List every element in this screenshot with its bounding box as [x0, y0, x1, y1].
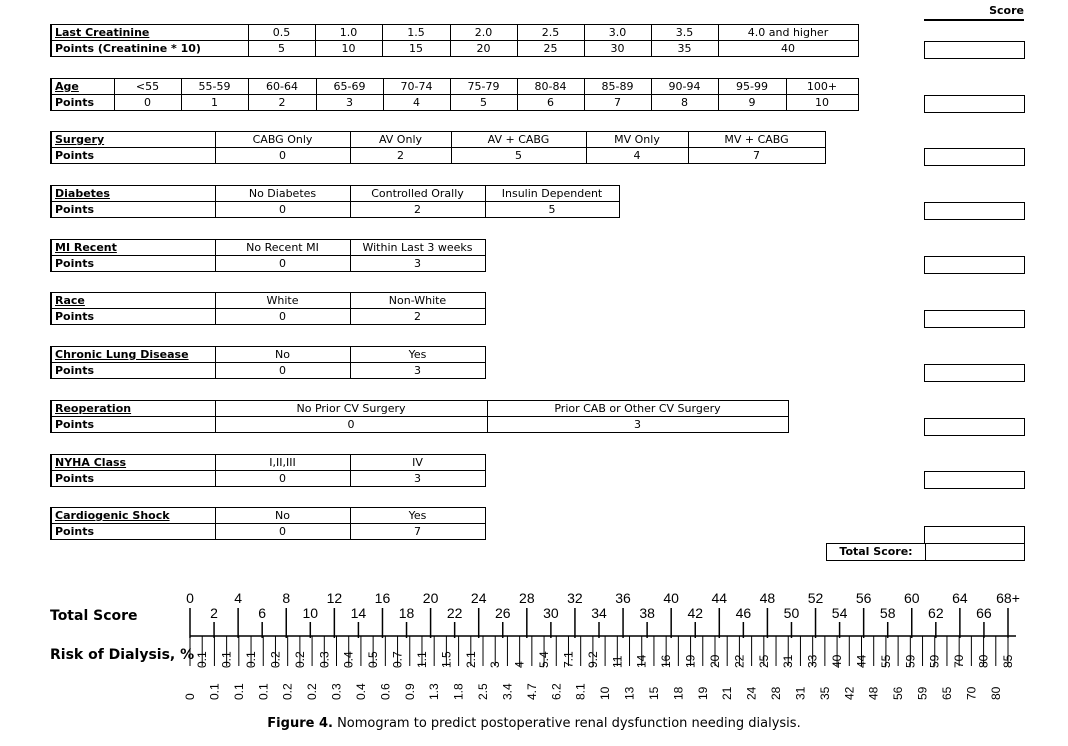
- reoperation-option[interactable]: Prior CAB or Other CV Surgery: [487, 401, 788, 417]
- age-option[interactable]: 75-79: [450, 79, 517, 95]
- creatinine-option[interactable]: 0.5: [248, 25, 315, 41]
- risk-value-label: 40: [830, 654, 845, 668]
- creatinine-option[interactable]: 1.5: [382, 25, 450, 41]
- age-option[interactable]: 65-69: [316, 79, 383, 95]
- risk-value-label: 48: [866, 686, 881, 700]
- age-option[interactable]: 55-59: [181, 79, 248, 95]
- mi-score-box[interactable]: [924, 256, 1025, 274]
- creatinine-option[interactable]: 3.5: [651, 25, 718, 41]
- creatinine-option[interactable]: 4.0 and higher: [718, 25, 858, 41]
- risk-value-label: 0: [183, 693, 197, 700]
- risk-value-label: 70: [964, 686, 979, 700]
- risk-value-label: 55: [878, 654, 893, 668]
- risk-value-label: 5.4: [537, 651, 552, 668]
- shock-table: [50, 507, 486, 540]
- race-label: Race: [51, 293, 215, 309]
- score-tick-label: 2: [210, 605, 218, 621]
- reoperation-score-box[interactable]: [924, 418, 1025, 436]
- lung-points: 3: [350, 363, 485, 379]
- reoperation-option[interactable]: No Prior CV Surgery: [215, 401, 487, 417]
- shock-option[interactable]: No: [215, 508, 350, 524]
- surgery-option[interactable]: MV Only: [586, 132, 688, 148]
- lung-label: Chronic Lung Disease: [51, 347, 215, 363]
- surgery-points-label: Points: [51, 148, 215, 164]
- score-tick-label: 54: [831, 605, 848, 621]
- risk-value-label: 59: [915, 686, 930, 700]
- risk-value-label: 0.4: [341, 651, 356, 668]
- diabetes-label: Diabetes: [51, 186, 215, 202]
- score-tick-label: 26: [494, 605, 511, 621]
- mi-option[interactable]: No Recent MI: [215, 240, 350, 256]
- nyha-points: 3: [350, 471, 485, 487]
- risk-value-label: 0.3: [329, 683, 344, 700]
- surgery-points: 0: [215, 148, 350, 164]
- risk-value-label: 2.5: [476, 683, 491, 700]
- score-tick-label: 28: [519, 590, 535, 606]
- mi-points: 3: [350, 256, 485, 272]
- risk-value-label: 56: [891, 686, 906, 700]
- risk-value-label: 1.1: [414, 651, 429, 668]
- nomogram-risk-label: Risk of Dialysis, %: [50, 647, 195, 663]
- risk-value-label: 1.8: [451, 683, 466, 700]
- mi-label: MI Recent: [51, 240, 215, 256]
- risk-value-label: 35: [817, 686, 832, 700]
- risk-value-label: 0.1: [207, 683, 222, 700]
- risk-value-label: 0.2: [292, 651, 307, 668]
- age-points: 9: [718, 95, 786, 111]
- risk-value-label: 15: [646, 686, 661, 700]
- age-score-box[interactable]: [924, 95, 1025, 113]
- reoperation-table: [50, 400, 789, 433]
- score-header: Score: [924, 4, 1024, 21]
- age-points: 5: [450, 95, 517, 111]
- score-tick-label: 18: [398, 605, 415, 621]
- age-option[interactable]: 95-99: [718, 79, 786, 95]
- surgery-option[interactable]: AV + CABG: [451, 132, 586, 148]
- risk-value-label: 44: [854, 654, 869, 668]
- surgery-option[interactable]: AV Only: [350, 132, 451, 148]
- diabetes-table: [50, 185, 620, 218]
- figure-caption: [0, 716, 1068, 731]
- surgery-points: 4: [586, 148, 688, 164]
- risk-value-label: 20: [707, 654, 722, 668]
- race-table: [50, 292, 486, 325]
- age-option[interactable]: 70-74: [383, 79, 450, 95]
- risk-value-label: 25: [756, 654, 771, 668]
- caption-label: Figure 4.: [267, 716, 333, 731]
- risk-value-label: 10: [598, 686, 613, 700]
- risk-value-label: 0.5: [366, 651, 381, 668]
- risk-value-label: 85: [1001, 654, 1015, 668]
- race-score-box[interactable]: [924, 310, 1025, 328]
- score-tick-label: 52: [807, 590, 824, 606]
- shock-label: Cardiogenic Shock: [51, 508, 215, 524]
- age-option[interactable]: 100+: [786, 79, 858, 95]
- score-tick-label: 10: [302, 605, 319, 621]
- score-tick-label: 68+: [996, 590, 1020, 606]
- creatinine-points: 5: [248, 41, 315, 57]
- score-tick-label: 66: [976, 605, 992, 621]
- mi-points: 0: [215, 256, 350, 272]
- lung-option[interactable]: No: [215, 347, 350, 363]
- creatinine-points: 40: [718, 41, 858, 57]
- risk-value-label: 0.6: [378, 683, 393, 700]
- risk-value-label: 13: [622, 686, 637, 700]
- reoperation-label: Reoperation: [51, 401, 215, 417]
- risk-value-label: 8.1: [573, 683, 588, 700]
- age-points: 1: [181, 95, 248, 111]
- score-tick-label: 22: [446, 605, 463, 621]
- shock-points: 7: [350, 524, 485, 540]
- creatinine-points-label: Points (Creatinine * 10): [51, 41, 248, 57]
- surgery-points: 5: [451, 148, 586, 164]
- risk-value-label: 33: [805, 654, 820, 668]
- score-tick-label: 12: [326, 590, 343, 606]
- creatinine-option[interactable]: 3.0: [584, 25, 651, 41]
- score-tick-label: 4: [234, 590, 243, 606]
- risk-value-label: 16: [659, 654, 674, 668]
- surgery-table: [50, 131, 826, 164]
- score-tick-label: 40: [663, 590, 679, 606]
- lung-points-label: Points: [51, 363, 215, 379]
- score-tick-label: 0: [186, 590, 194, 606]
- age-points: 10: [786, 95, 858, 111]
- risk-value-label: 59: [903, 654, 918, 668]
- age-points: 8: [651, 95, 718, 111]
- risk-value-label: 0.1: [256, 683, 271, 700]
- nyha-label: NYHA Class: [51, 455, 215, 471]
- total-score-box[interactable]: [826, 543, 1025, 561]
- shock-points-label: Points: [51, 524, 215, 540]
- shock-points: 0: [215, 524, 350, 540]
- surgery-score-box[interactable]: [924, 148, 1025, 166]
- race-option[interactable]: Non-White: [350, 293, 485, 309]
- lung-table: [50, 346, 486, 379]
- score-tick-label: 6: [258, 605, 267, 621]
- mi-table: [50, 239, 486, 272]
- creatinine-points: 35: [651, 41, 718, 57]
- age-option[interactable]: <55: [114, 79, 181, 95]
- nyha-option[interactable]: I,II,III: [215, 455, 350, 471]
- risk-value-label: 0.9: [402, 683, 417, 700]
- reoperation-points: 3: [487, 417, 788, 433]
- nyha-points: 0: [215, 471, 350, 487]
- risk-value-label: 2.1: [463, 651, 478, 668]
- risk-value-label: 0.3: [317, 651, 332, 668]
- nyha-score-box[interactable]: [924, 471, 1025, 489]
- score-tick-label: 30: [543, 605, 559, 621]
- creatinine-points: 30: [584, 41, 651, 57]
- age-points: 4: [383, 95, 450, 111]
- diabetes-option[interactable]: No Diabetes: [215, 186, 350, 202]
- score-tick-label: 20: [422, 590, 439, 606]
- caption-text: Nomogram to predict postoperative renal dysfunction needing dialysis.: [337, 716, 801, 731]
- score-tick-label: 46: [735, 605, 752, 621]
- race-points: 2: [350, 309, 485, 325]
- race-points-label: Points: [51, 309, 215, 325]
- risk-value-label: 7.1: [561, 651, 576, 668]
- score-tick-label: 50: [783, 605, 800, 621]
- creatinine-points: 20: [450, 41, 517, 57]
- risk-value-label: 0.1: [231, 683, 246, 700]
- age-option[interactable]: 85-89: [584, 79, 651, 95]
- creatinine-option[interactable]: 2.5: [517, 25, 584, 41]
- risk-value-label: 4: [512, 661, 527, 668]
- score-tick-label: 8: [282, 590, 291, 606]
- risk-value-label: 0.1: [219, 651, 234, 668]
- score-tick-label: 16: [374, 590, 391, 606]
- score-tick-label: 48: [759, 590, 776, 606]
- risk-value-label: 0.1: [195, 651, 210, 668]
- diabetes-option[interactable]: Controlled Orally: [350, 186, 485, 202]
- lung-score-box[interactable]: [924, 364, 1025, 382]
- surgery-label: Surgery: [51, 132, 215, 148]
- age-points: 7: [584, 95, 651, 111]
- score-tick-label: 32: [567, 590, 583, 606]
- risk-value-label: 28: [769, 686, 784, 700]
- surgery-points: 2: [350, 148, 451, 164]
- risk-value-label: 4.7: [524, 683, 539, 700]
- score-tick-label: 56: [855, 590, 872, 606]
- risk-value-label: 11: [610, 655, 625, 668]
- diabetes-points-label: Points: [51, 202, 215, 218]
- shock-option[interactable]: Yes: [350, 508, 485, 524]
- age-points: 2: [248, 95, 316, 111]
- risk-value-label: 31: [781, 654, 796, 668]
- risk-value-label: 19: [683, 654, 698, 668]
- diabetes-points: 2: [350, 202, 485, 218]
- diabetes-option[interactable]: Insulin Dependent: [485, 186, 619, 202]
- risk-value-label: 9.2: [585, 651, 600, 668]
- creatinine-score-box[interactable]: [924, 41, 1025, 59]
- score-tick-label: 14: [350, 605, 367, 621]
- score-tick-label: 62: [928, 605, 944, 621]
- risk-value-label: 42: [842, 686, 857, 700]
- age-points: 3: [316, 95, 383, 111]
- risk-value-label: 80: [988, 686, 1003, 700]
- age-option[interactable]: 90-94: [651, 79, 718, 95]
- risk-value-label: 19: [695, 686, 710, 700]
- score-tick-label: 34: [591, 605, 607, 621]
- risk-value-label: 18: [671, 686, 686, 700]
- score-tick-label: 42: [687, 605, 704, 621]
- risk-value-label: 14: [634, 654, 649, 668]
- risk-value-label: 0.1: [244, 651, 259, 668]
- risk-value-label: 0.7: [390, 651, 405, 668]
- age-table: [50, 78, 859, 111]
- score-tick-label: 38: [639, 605, 655, 621]
- score-tick-label: 64: [952, 590, 968, 606]
- diabetes-points: 5: [485, 202, 619, 218]
- reoperation-points: 0: [215, 417, 487, 433]
- reoperation-points-label: Points: [51, 417, 215, 433]
- risk-value-label: 1.3: [427, 683, 442, 700]
- race-option[interactable]: White: [215, 293, 350, 309]
- score-tick-label: 58: [879, 605, 896, 621]
- risk-value-label: 24: [744, 686, 759, 700]
- risk-value-label: 0.4: [353, 683, 368, 700]
- nyha-points-label: Points: [51, 471, 215, 487]
- age-points: 0: [114, 95, 181, 111]
- risk-value-label: 59: [927, 654, 942, 668]
- age-points: 6: [517, 95, 584, 111]
- risk-value-label: 65: [939, 686, 954, 700]
- creatinine-table: [50, 24, 859, 57]
- total-score-label: Total Score:: [827, 544, 926, 560]
- diabetes-score-box[interactable]: [924, 202, 1025, 220]
- risk-value-label: 80: [976, 654, 991, 668]
- mi-points-label: Points: [51, 256, 215, 272]
- creatinine-points: 10: [315, 41, 382, 57]
- race-points: 0: [215, 309, 350, 325]
- score-tick-label: 44: [711, 590, 728, 606]
- lung-points: 0: [215, 363, 350, 379]
- risk-value-label: 3: [488, 661, 503, 668]
- nyha-option[interactable]: IV: [350, 455, 485, 471]
- shock-score-box[interactable]: [924, 526, 1025, 543]
- lung-option[interactable]: Yes: [350, 347, 485, 363]
- risk-value-label: 0.2: [268, 651, 283, 668]
- score-tick-label: 36: [615, 590, 631, 606]
- creatinine-label: Last Creatinine: [51, 25, 248, 41]
- risk-value-label: 0.2: [305, 683, 320, 700]
- surgery-option[interactable]: CABG Only: [215, 132, 350, 148]
- score-tick-label: 60: [903, 590, 920, 606]
- age-label: Age: [51, 79, 114, 95]
- age-option[interactable]: 60-64: [248, 79, 316, 95]
- risk-value-label: 6.2: [549, 683, 564, 700]
- creatinine-points: 25: [517, 41, 584, 57]
- diabetes-points: 0: [215, 202, 350, 218]
- risk-value-label: 0.2: [280, 683, 295, 700]
- score-tick-label: 24: [470, 590, 487, 606]
- age-option[interactable]: 80-84: [517, 79, 584, 95]
- creatinine-points: 15: [382, 41, 450, 57]
- risk-value-label: 3.4: [500, 683, 515, 700]
- nomogram-score-label: Total Score: [50, 608, 138, 624]
- mi-option[interactable]: Within Last 3 weeks: [350, 240, 485, 256]
- surgery-option[interactable]: MV + CABG: [688, 132, 825, 148]
- risk-value-label: 1.5: [439, 651, 454, 668]
- nyha-table: [50, 454, 486, 487]
- risk-value-label: 70: [952, 654, 967, 668]
- risk-value-label: 21: [720, 686, 735, 700]
- surgery-points: 7: [688, 148, 825, 164]
- age-points-label: Points: [51, 95, 114, 111]
- risk-value-label: 31: [793, 686, 808, 700]
- creatinine-option[interactable]: 1.0: [315, 25, 382, 41]
- creatinine-option[interactable]: 2.0: [450, 25, 517, 41]
- risk-value-label: 22: [732, 654, 747, 668]
